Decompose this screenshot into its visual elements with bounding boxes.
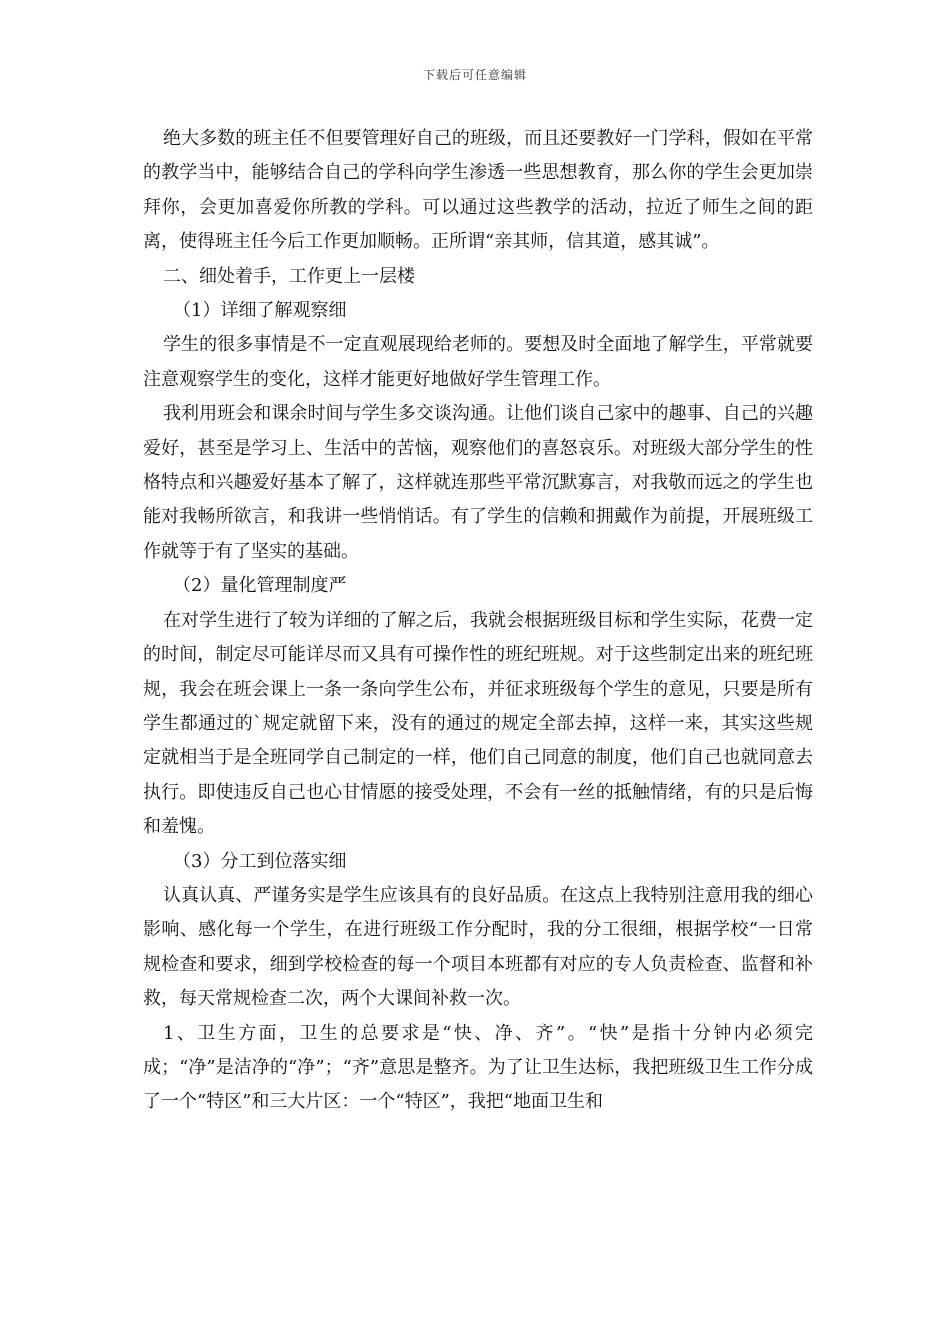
page-header: 下载后可任意编辑 xyxy=(422,68,527,82)
subheading-2: （2）量化管理制度严 xyxy=(173,575,347,597)
subheading-3: （3）分工到位落实细 xyxy=(173,850,347,872)
paragraph-2: 学生的很多事情是不一定直观展现给老师的。要想及时全面地了解学生，平常就要注意观察学生的变化，这样才能更好地做好学生管理工作。 xyxy=(143,334,813,390)
section-heading-2: 二、细处着手，工作更上一层楼 xyxy=(163,265,415,287)
subheading-1: （1）详细了解观察细 xyxy=(173,300,347,322)
paragraph-1: 绝大多数的班主任不但要管理好自己的班级，而且还要教好一门学科，假如在平常的教学当中，能够结合自己的学科向学生渗透一些思想教育，那么你的学生会更加崇拜你，会更加喜爱你所教的学科。可以通过这些教学的活动，拉近了师生之间的距离，使得班主任今后工作更加顺畅。正所谓“亲其师，信其道，感其诚”。 xyxy=(143,128,813,253)
paragraph-5: 认真认真、严谨务实是学生应该具有的良好品质。在这点上我特别注意用我的细心影响、感化每一个学生，在进行班级工作分配时，我的分工很细，根据学校“一日常规检查和要求，细到学校检查的每一个项目本班都有对应的专人负责检查、监督和补救，每天常规检查二次，两个大课间补救一次。 xyxy=(143,884,813,1010)
paragraph-3: 我利用班会和课余时间与学生多交谈沟通。让他们谈自己家中的趣事、自己的兴趣爱好，甚至是学习上、生活中的苦恼，观察他们的喜怒哀乐。对班级大部分学生的性格特点和兴趣爱好基本了解了，这样就连那些平常沉默寡言，对我敬而远之的学生也能对我畅所欲言，和我讲一些悄悄话。有了学生的信赖和拥戴作为前提，开展班级工作就等于有了坚实的基础。 xyxy=(143,403,813,562)
document-body xyxy=(143,122,813,1120)
paragraph-6: 1、卫生方面，卫生的总要求是“快、净、齐”。“快”是指十分钟内必须完成；“净”是洁净的“净”；“齐”意思是整齐。为了让卫生达标，我把班级卫生工作分成了一个“特区”和三大片区：一个“特区”，我把“地面卫生和 xyxy=(143,1022,813,1113)
paragraph-4: 在对学生进行了较为详细的了解之后，我就会根据班级目标和学生实际，花费一定的时间，制定尽可能详尽而又具有可操作性的班纪班规。对于这些制定出来的班纪班规，我会在班会课上一条一条向学生公布，并征求班级每个学生的意见，只要是所有学生都通过的`规定就留下来，没有的通过的规定全部去掉，这样一来，其实这些规定就相当于是全班同学自己制定的一样，他们自己同意的制度，他们自己也就同意去执行。即使违反自己也心甘情愿的接受处理，不会有一丝的抵触情绪，有的只是后悔和羞愧。 xyxy=(143,609,813,838)
